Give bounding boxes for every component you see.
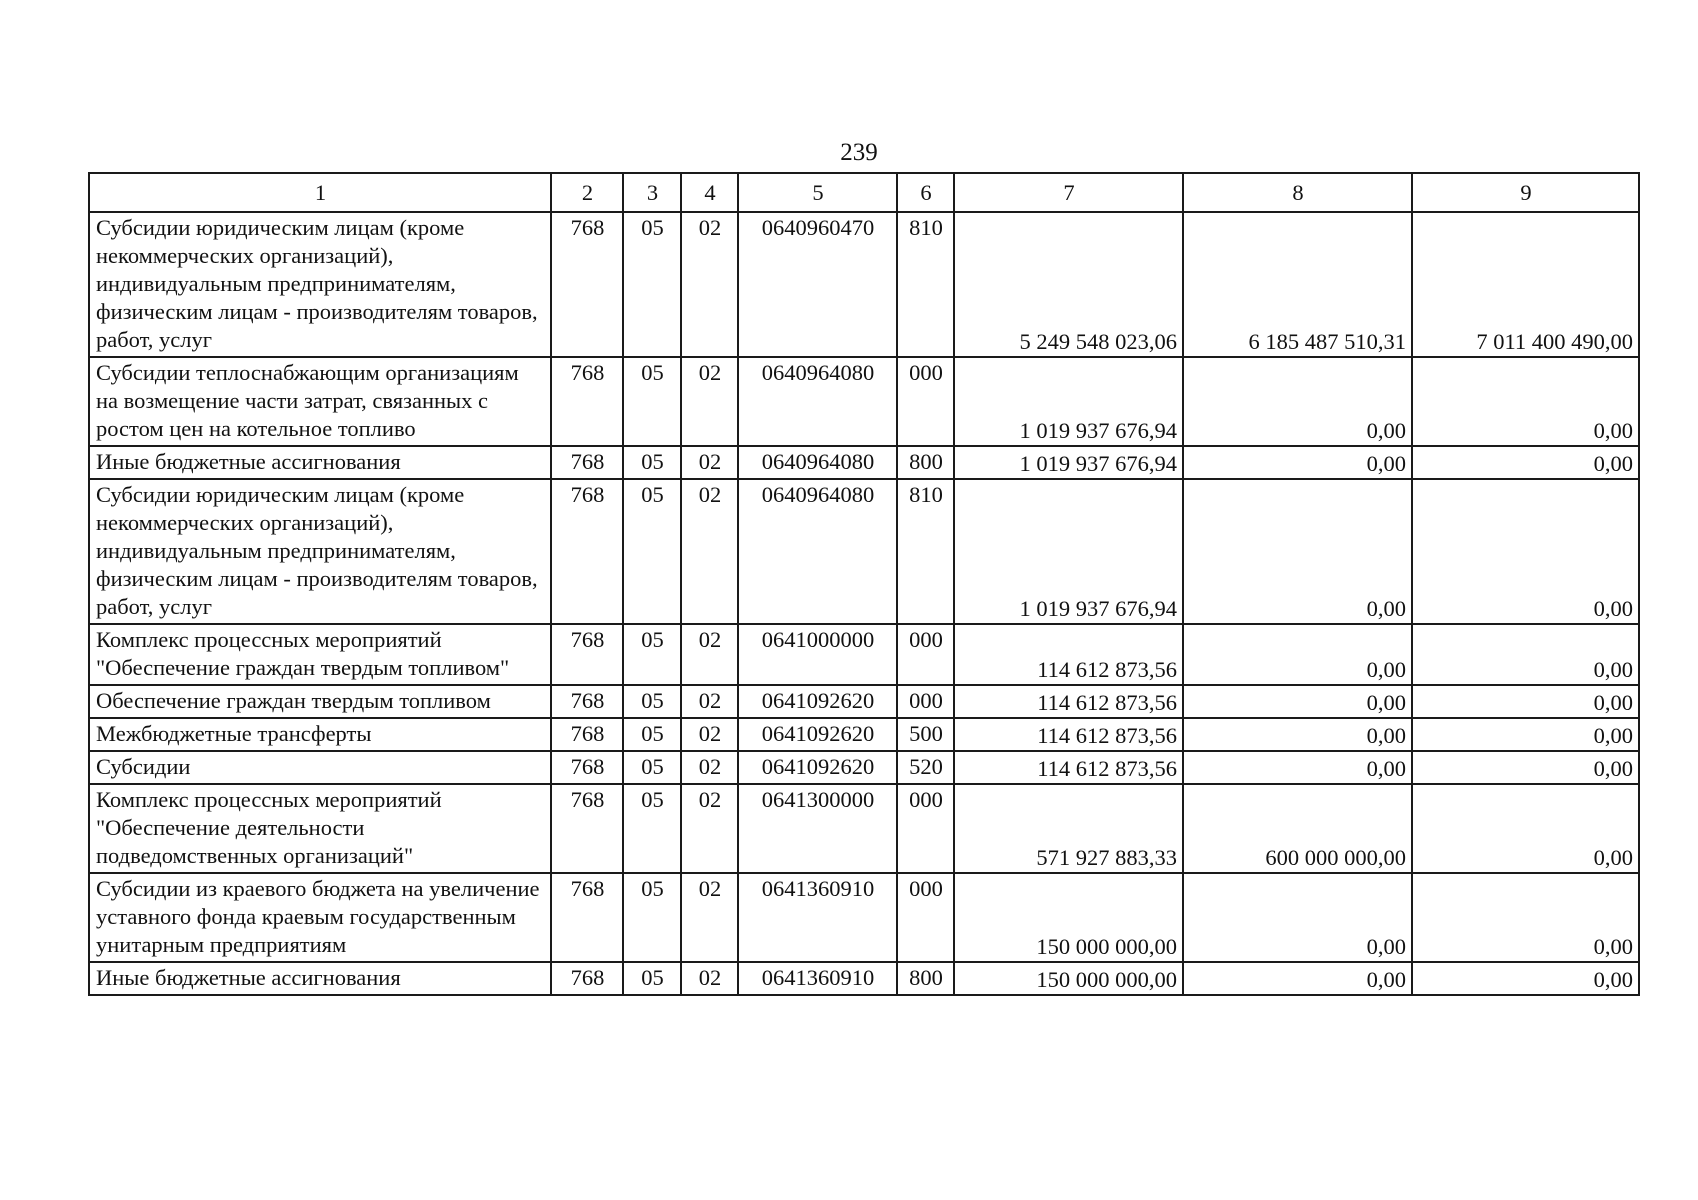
row-expense-type: 000 (897, 873, 954, 962)
row-target-article: 0640960470 (738, 212, 897, 357)
row-amount-col7: 5 249 548 023,06 (954, 212, 1183, 357)
row-target-article: 0641092620 (738, 751, 897, 784)
row-subsection: 02 (681, 962, 738, 995)
row-amount-col7: 1 019 937 676,94 (954, 479, 1183, 624)
row-expense-type: 810 (897, 479, 954, 624)
row-target-article: 0640964080 (738, 446, 897, 479)
column-header-7: 7 (954, 173, 1183, 212)
row-amount-col8: 0,00 (1183, 873, 1412, 962)
row-amount-col7: 1 019 937 676,94 (954, 446, 1183, 479)
row-section: 05 (623, 784, 681, 873)
row-amount-col9: 0,00 (1412, 446, 1639, 479)
row-ministry-code: 768 (551, 446, 623, 479)
budget-table (88, 172, 1640, 996)
row-amount-col7: 150 000 000,00 (954, 962, 1183, 995)
row-name: Субсидии теплоснабжающим организациям на возмещение части затрат, связанных с ростом цен на котельное топливо (89, 357, 551, 446)
row-amount-col8: 0,00 (1183, 357, 1412, 446)
row-amount-col9: 0,00 (1412, 479, 1639, 624)
column-header-3: 3 (623, 173, 681, 212)
column-header-8: 8 (1183, 173, 1412, 212)
row-amount-col7: 114 612 873,56 (954, 718, 1183, 751)
row-ministry-code: 768 (551, 962, 623, 995)
row-ministry-code: 768 (551, 357, 623, 446)
row-amount-col7: 1 019 937 676,94 (954, 357, 1183, 446)
row-amount-col9: 0,00 (1412, 784, 1639, 873)
row-amount-col8: 0,00 (1183, 624, 1412, 685)
row-section: 05 (623, 873, 681, 962)
row-amount-col7: 150 000 000,00 (954, 873, 1183, 962)
row-section: 05 (623, 357, 681, 446)
row-name: Субсидии юридическим лицам (кроме некоммерческих организаций), индивидуальным предпринимателям, физическим лицам - производителям товаров, работ, услуг (89, 479, 551, 624)
row-name: Субсидии юридическим лицам (кроме некоммерческих организаций), индивидуальным предпринимателям, физическим лицам - производителям товаров, работ, услуг (89, 212, 551, 357)
row-section: 05 (623, 446, 681, 479)
row-amount-col8: 6 185 487 510,31 (1183, 212, 1412, 357)
row-target-article: 0641092620 (738, 685, 897, 718)
row-name: Иные бюджетные ассигнования (89, 962, 551, 995)
row-subsection: 02 (681, 718, 738, 751)
row-subsection: 02 (681, 685, 738, 718)
row-amount-col8: 0,00 (1183, 479, 1412, 624)
row-target-article: 0641092620 (738, 718, 897, 751)
header-row (89, 173, 1639, 212)
row-section: 05 (623, 962, 681, 995)
row-amount-col9: 0,00 (1412, 357, 1639, 446)
row-target-article: 0640964080 (738, 479, 897, 624)
table-row (89, 751, 1639, 784)
row-section: 05 (623, 212, 681, 357)
row-ministry-code: 768 (551, 718, 623, 751)
row-expense-type: 000 (897, 685, 954, 718)
row-expense-type: 500 (897, 718, 954, 751)
row-amount-col9: 0,00 (1412, 685, 1639, 718)
row-amount-col7: 114 612 873,56 (954, 685, 1183, 718)
row-expense-type: 800 (897, 962, 954, 995)
table-row (89, 718, 1639, 751)
row-target-article: 0641360910 (738, 962, 897, 995)
row-expense-type: 800 (897, 446, 954, 479)
row-amount-col7: 114 612 873,56 (954, 624, 1183, 685)
row-amount-col8: 0,00 (1183, 751, 1412, 784)
table-row (89, 624, 1639, 685)
row-ministry-code: 768 (551, 685, 623, 718)
table-row (89, 685, 1639, 718)
row-subsection: 02 (681, 479, 738, 624)
row-amount-col9: 7 011 400 490,00 (1412, 212, 1639, 357)
row-amount-col9: 0,00 (1412, 751, 1639, 784)
table-row (89, 962, 1639, 995)
row-subsection: 02 (681, 357, 738, 446)
table-row (89, 479, 1639, 624)
row-amount-col8: 0,00 (1183, 718, 1412, 751)
table-row (89, 873, 1639, 962)
row-subsection: 02 (681, 446, 738, 479)
row-amount-col9: 0,00 (1412, 718, 1639, 751)
row-ministry-code: 768 (551, 479, 623, 624)
row-amount-col9: 0,00 (1412, 873, 1639, 962)
row-section: 05 (623, 718, 681, 751)
table-row (89, 212, 1639, 357)
table-row (89, 784, 1639, 873)
row-expense-type: 810 (897, 212, 954, 357)
row-name: Межбюджетные трансферты (89, 718, 551, 751)
row-amount-col8: 600 000 000,00 (1183, 784, 1412, 873)
row-subsection: 02 (681, 624, 738, 685)
column-header-5: 5 (738, 173, 897, 212)
row-name: Иные бюджетные ассигнования (89, 446, 551, 479)
row-ministry-code: 768 (551, 212, 623, 357)
row-subsection: 02 (681, 212, 738, 357)
row-ministry-code: 768 (551, 624, 623, 685)
row-expense-type: 520 (897, 751, 954, 784)
row-section: 05 (623, 685, 681, 718)
row-expense-type: 000 (897, 624, 954, 685)
table-row (89, 446, 1639, 479)
row-name: Комплекс процессных мероприятий "Обеспечение деятельности подведомственных организаций" (89, 784, 551, 873)
column-header-2: 2 (551, 173, 623, 212)
row-section: 05 (623, 624, 681, 685)
row-target-article: 0641360910 (738, 873, 897, 962)
column-header-4: 4 (681, 173, 738, 212)
row-target-article: 0641300000 (738, 784, 897, 873)
row-subsection: 02 (681, 873, 738, 962)
page-number: 239 (840, 139, 878, 166)
column-header-1: 1 (89, 173, 551, 212)
row-name: Комплекс процессных мероприятий "Обеспечение граждан твердым топливом" (89, 624, 551, 685)
row-subsection: 02 (681, 751, 738, 784)
row-amount-col8: 0,00 (1183, 962, 1412, 995)
row-name: Субсидии из краевого бюджета на увеличение уставного фонда краевым государственным унитарным предприятиям (89, 873, 551, 962)
row-target-article: 0641000000 (738, 624, 897, 685)
row-subsection: 02 (681, 784, 738, 873)
row-expense-type: 000 (897, 357, 954, 446)
row-ministry-code: 768 (551, 873, 623, 962)
row-amount-col7: 114 612 873,56 (954, 751, 1183, 784)
column-header-9: 9 (1412, 173, 1639, 212)
row-amount-col9: 0,00 (1412, 624, 1639, 685)
row-amount-col8: 0,00 (1183, 685, 1412, 718)
column-header-6: 6 (897, 173, 954, 212)
row-name: Субсидии (89, 751, 551, 784)
row-name: Обеспечение граждан твердым топливом (89, 685, 551, 718)
row-section: 05 (623, 751, 681, 784)
row-section: 05 (623, 479, 681, 624)
row-amount-col8: 0,00 (1183, 446, 1412, 479)
table-row (89, 357, 1639, 446)
row-expense-type: 000 (897, 784, 954, 873)
row-target-article: 0640964080 (738, 357, 897, 446)
row-amount-col7: 571 927 883,33 (954, 784, 1183, 873)
row-ministry-code: 768 (551, 751, 623, 784)
row-ministry-code: 768 (551, 784, 623, 873)
row-amount-col9: 0,00 (1412, 962, 1639, 995)
